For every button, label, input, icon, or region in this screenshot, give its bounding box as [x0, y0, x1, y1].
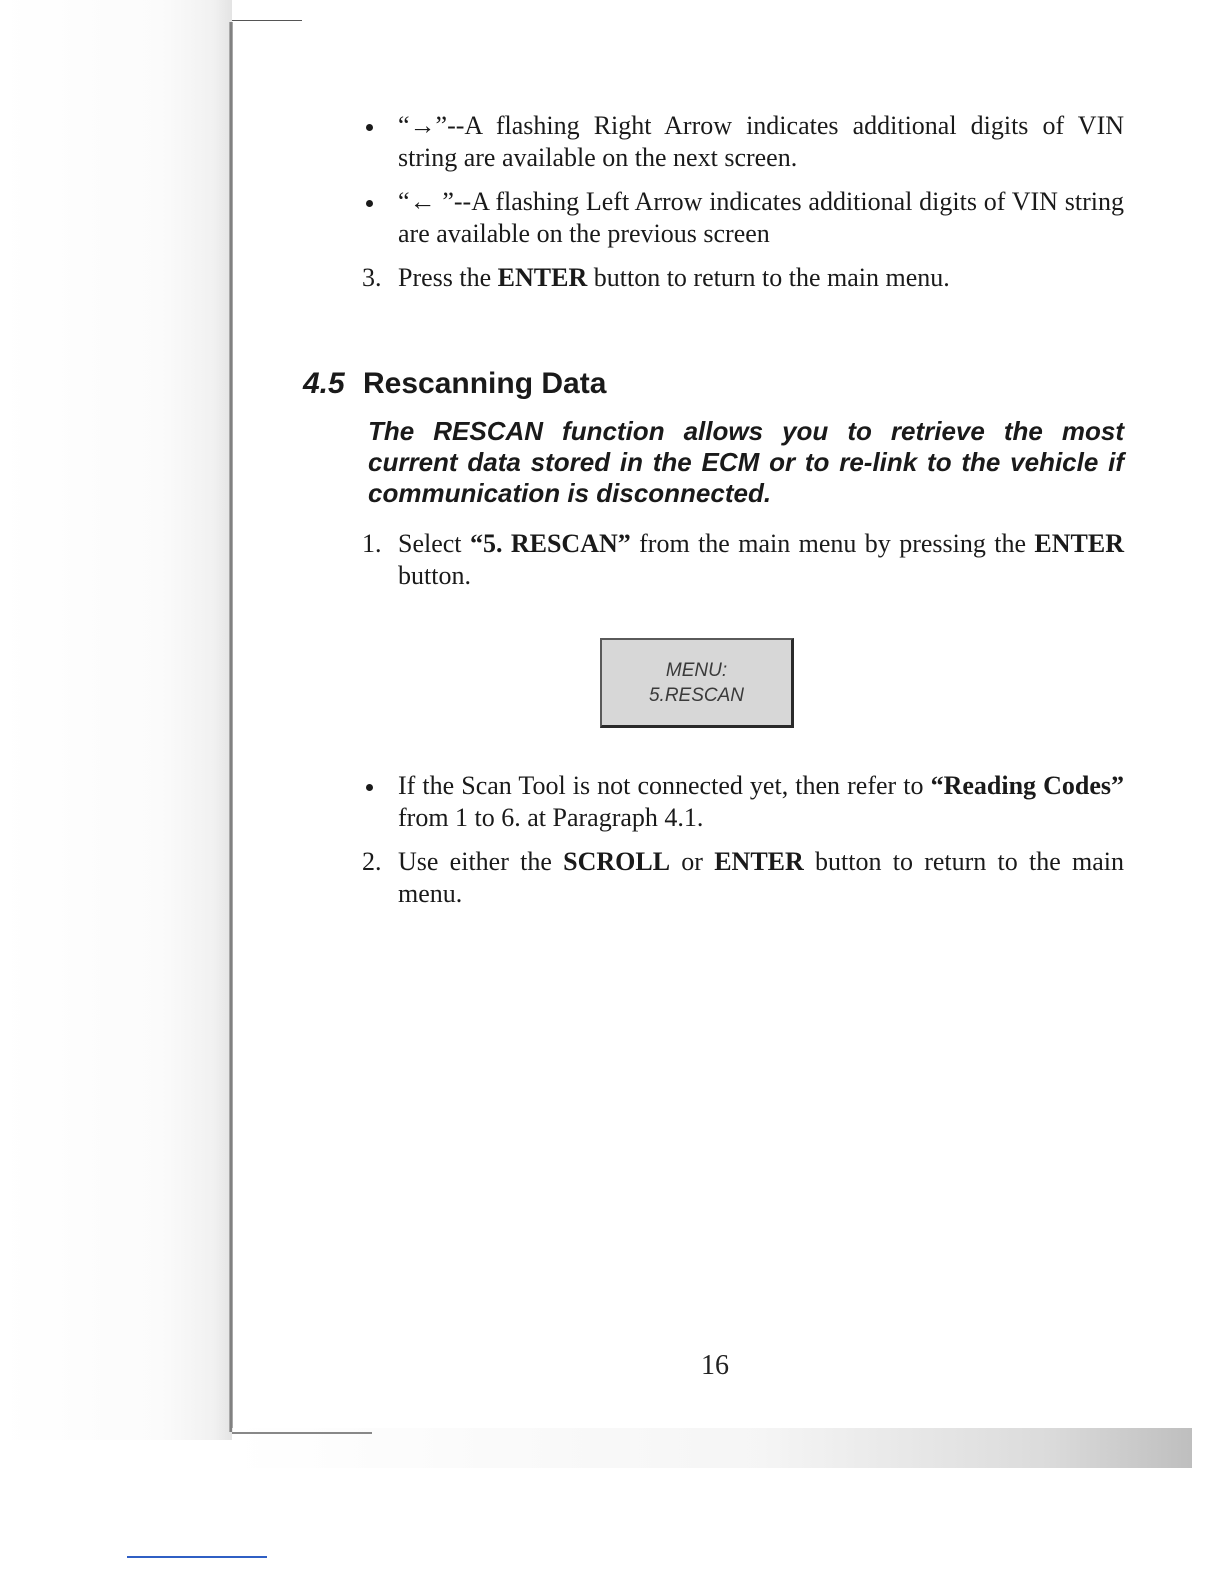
step-number: 1. — [362, 529, 382, 558]
section-title: Rescanning Data — [363, 367, 607, 400]
step-bold: ENTER — [497, 263, 588, 292]
bottom-link-line — [127, 1556, 267, 1558]
bullet-text: --A flashing Left Arrow indicates additional digits of VIN string are available on the previous screen — [398, 187, 1124, 248]
step-text: Select — [398, 529, 470, 558]
bullet-dot — [366, 124, 373, 131]
step-text: button. — [398, 561, 471, 590]
bullet-symbol: “→” — [398, 111, 448, 140]
step-text: Press the — [398, 263, 498, 292]
bullet-text: --A flashing Right Arrow indicates additional digits of VIN string are available on the next screen. — [398, 111, 1124, 172]
lcd-screen — [600, 638, 794, 728]
step-text: button to return to the main menu. — [398, 847, 1124, 908]
step-number: 2. — [362, 847, 382, 876]
step-text: or — [670, 847, 715, 876]
lcd-display-figure — [600, 638, 794, 728]
lcd-line-2: 5.RESCAN — [648, 684, 745, 706]
step-1 — [362, 528, 1124, 592]
step-3 — [362, 262, 1124, 294]
step-number: 3. — [362, 263, 382, 292]
note-bold: “Reading Codes” — [930, 771, 1124, 800]
bullet-note — [362, 770, 1124, 834]
section-heading — [303, 366, 606, 402]
step-bold: “5. RESCAN” — [469, 529, 631, 558]
step-bold: ENTER — [1034, 529, 1124, 558]
section-intro: The RESCAN function allows you to retrieve the most current data stored in the ECM or to re-link to the vehicle if communication is disconnected. — [368, 416, 1124, 508]
step-text: Use either the — [398, 847, 564, 876]
bullet-right-arrow — [362, 110, 1124, 174]
bullet-left-arrow — [362, 186, 1124, 250]
step-text: button to return to the main menu. — [587, 263, 950, 292]
bullet-dot — [366, 784, 373, 791]
top-content — [362, 110, 1124, 294]
step-bold: SCROLL — [563, 847, 671, 876]
step-text: from the main menu by pressing the — [630, 529, 1035, 558]
note-text: from 1 to 6. at Paragraph 4.1. — [398, 803, 704, 832]
step-2 — [362, 846, 1124, 910]
bullet-symbol: “← ” — [398, 187, 454, 216]
top-rule — [232, 20, 302, 21]
step-1-block — [362, 528, 1124, 592]
scan-shadow-bottom — [232, 1428, 1192, 1468]
step-bold: ENTER — [714, 847, 804, 876]
bullet-dot — [366, 200, 373, 207]
bottom-content — [362, 770, 1124, 910]
lcd-line-1: MENU: — [665, 659, 728, 681]
section-number: 4.5 — [303, 367, 345, 400]
note-text: If the Scan Tool is not connected yet, then refer to — [398, 771, 931, 800]
binding-spine — [229, 22, 233, 1432]
scan-shadow-left — [0, 0, 232, 1440]
page-number: 16 — [701, 1350, 729, 1381]
bottom-rule — [232, 1432, 372, 1434]
